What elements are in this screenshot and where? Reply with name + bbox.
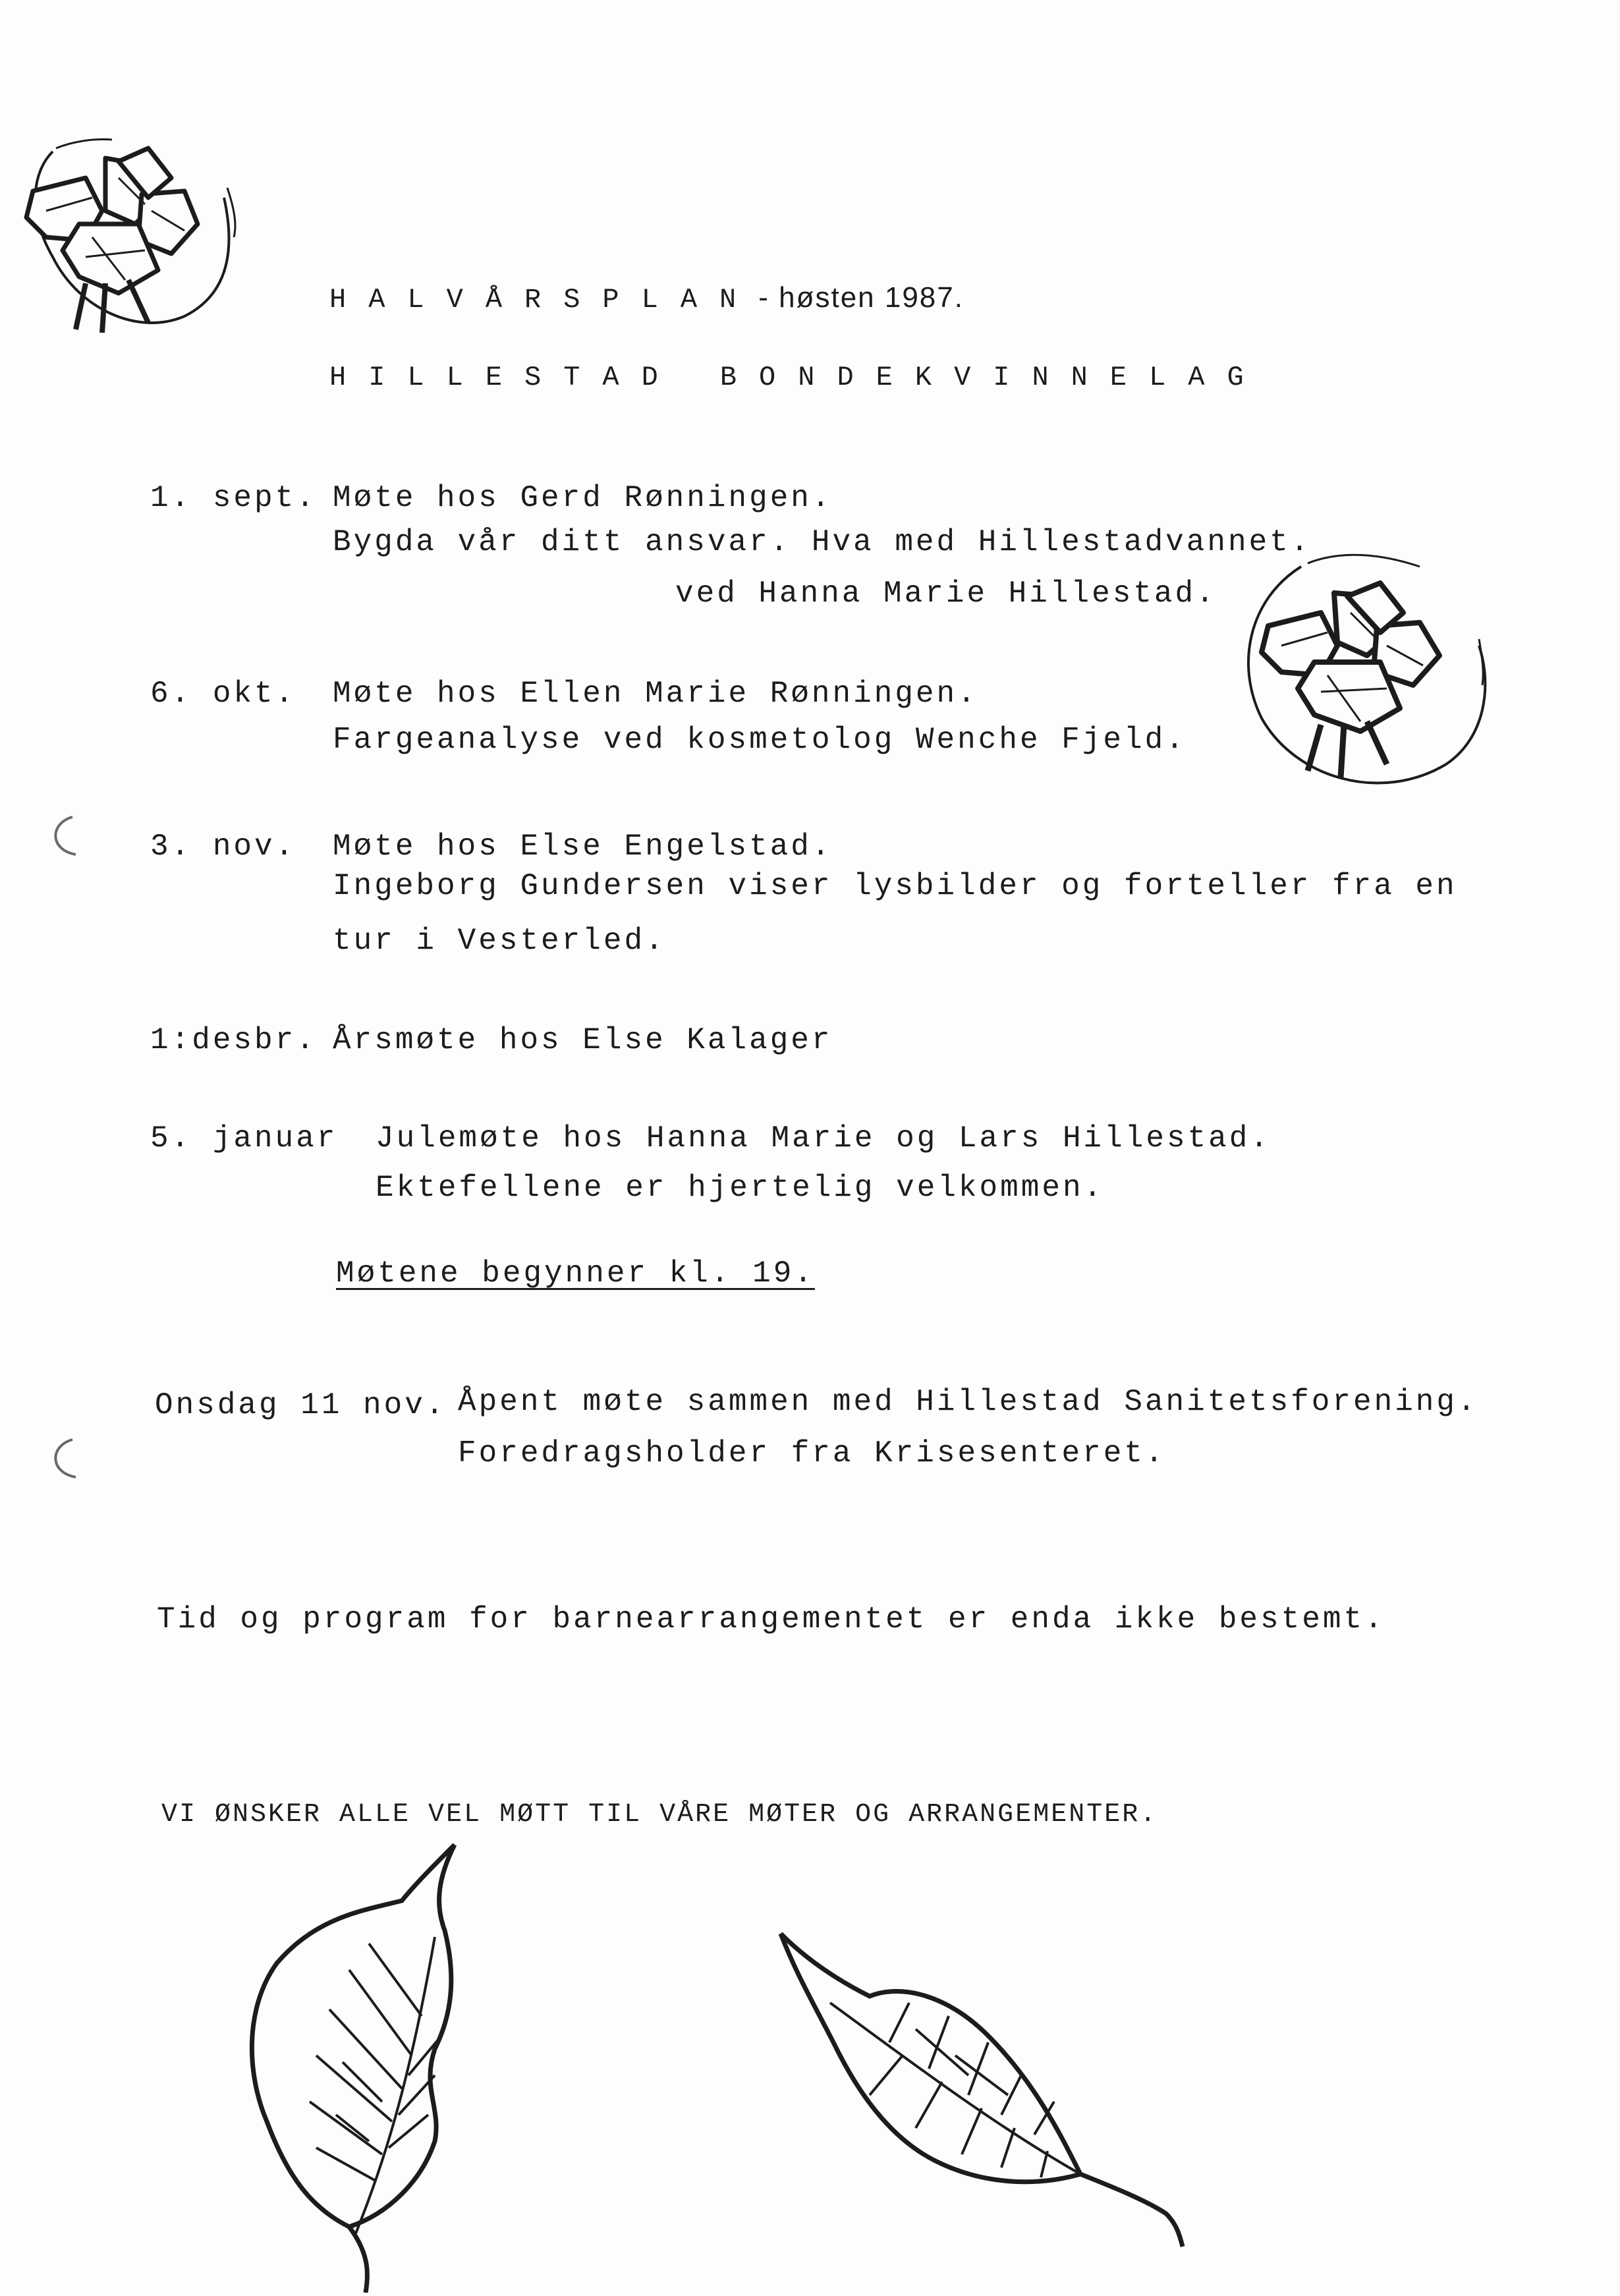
event-line: Ingeborg Gundersen viser lysbilder og forteller fra en xyxy=(333,869,1457,903)
event-line: Fargeanalyse ved kosmetolog Wenche Fjeld. xyxy=(333,723,1187,757)
title-suffix: - høsten 1987. xyxy=(758,281,964,314)
open-meeting-line: Åpent møte sammen med Hillestad Sanitetsforening. xyxy=(458,1385,1478,1419)
open-meeting-date: Onsdag 11 nov. xyxy=(155,1388,447,1422)
event-date: 3. nov. xyxy=(150,829,296,864)
event-line: Bygda vår ditt ansvar. Hva med Hillestadvannet. xyxy=(333,525,1312,559)
organization-name xyxy=(329,364,1266,391)
event-line: Møte hos Ellen Marie Rønningen. xyxy=(333,677,978,711)
birch-leaf-icon xyxy=(771,1924,1192,2253)
event-line: Årsmøte hos Else Kalager xyxy=(333,1023,833,1057)
birch-leaf-icon xyxy=(237,1838,474,2293)
event-date: 5. januar xyxy=(150,1121,338,1156)
event-line: Møte hos Else Engelstad. xyxy=(333,829,833,864)
event-line: Ektefellene er hjertelig velkommen. xyxy=(376,1171,1105,1205)
punch-hole-mark xyxy=(46,814,86,863)
closing-greeting: VI ØNSKER ALLE VEL MØTT TIL VÅRE MØTER OG ARRANGEMENTER. xyxy=(161,1800,1158,1830)
meeting-time-note: Møtene begynner kl. 19. xyxy=(336,1256,815,1291)
event-line: Julemøte hos Hanna Marie og Lars Hillestad. xyxy=(376,1121,1271,1156)
org-name-part2: BONDEKVINNELAG xyxy=(719,362,1266,393)
punch-hole-mark xyxy=(46,1436,86,1486)
event-date: 1:desbr. xyxy=(150,1023,317,1057)
page-title xyxy=(329,283,964,314)
event-date: 1. sept. xyxy=(150,481,317,515)
event-byline: ved Hanna Marie Hillestad. xyxy=(675,576,1217,611)
children-event-note: Tid og program for barnearrangementet er enda ikke bestemt. xyxy=(157,1602,1385,1637)
title-spaced: HALVÅRSPLAN xyxy=(329,284,759,316)
event-line: Møte hos Gerd Rønningen. xyxy=(333,481,833,515)
event-date: 6. okt. xyxy=(150,677,296,711)
leaf-bouquet-emblem-icon xyxy=(1222,547,1499,804)
event-line: tur i Vesterled. xyxy=(333,924,666,958)
org-name-part1: HILLESTAD xyxy=(329,362,681,393)
open-meeting-line: Foredragsholder fra Krisesenteret. xyxy=(458,1436,1166,1470)
leaf-bouquet-emblem-icon xyxy=(7,125,244,349)
